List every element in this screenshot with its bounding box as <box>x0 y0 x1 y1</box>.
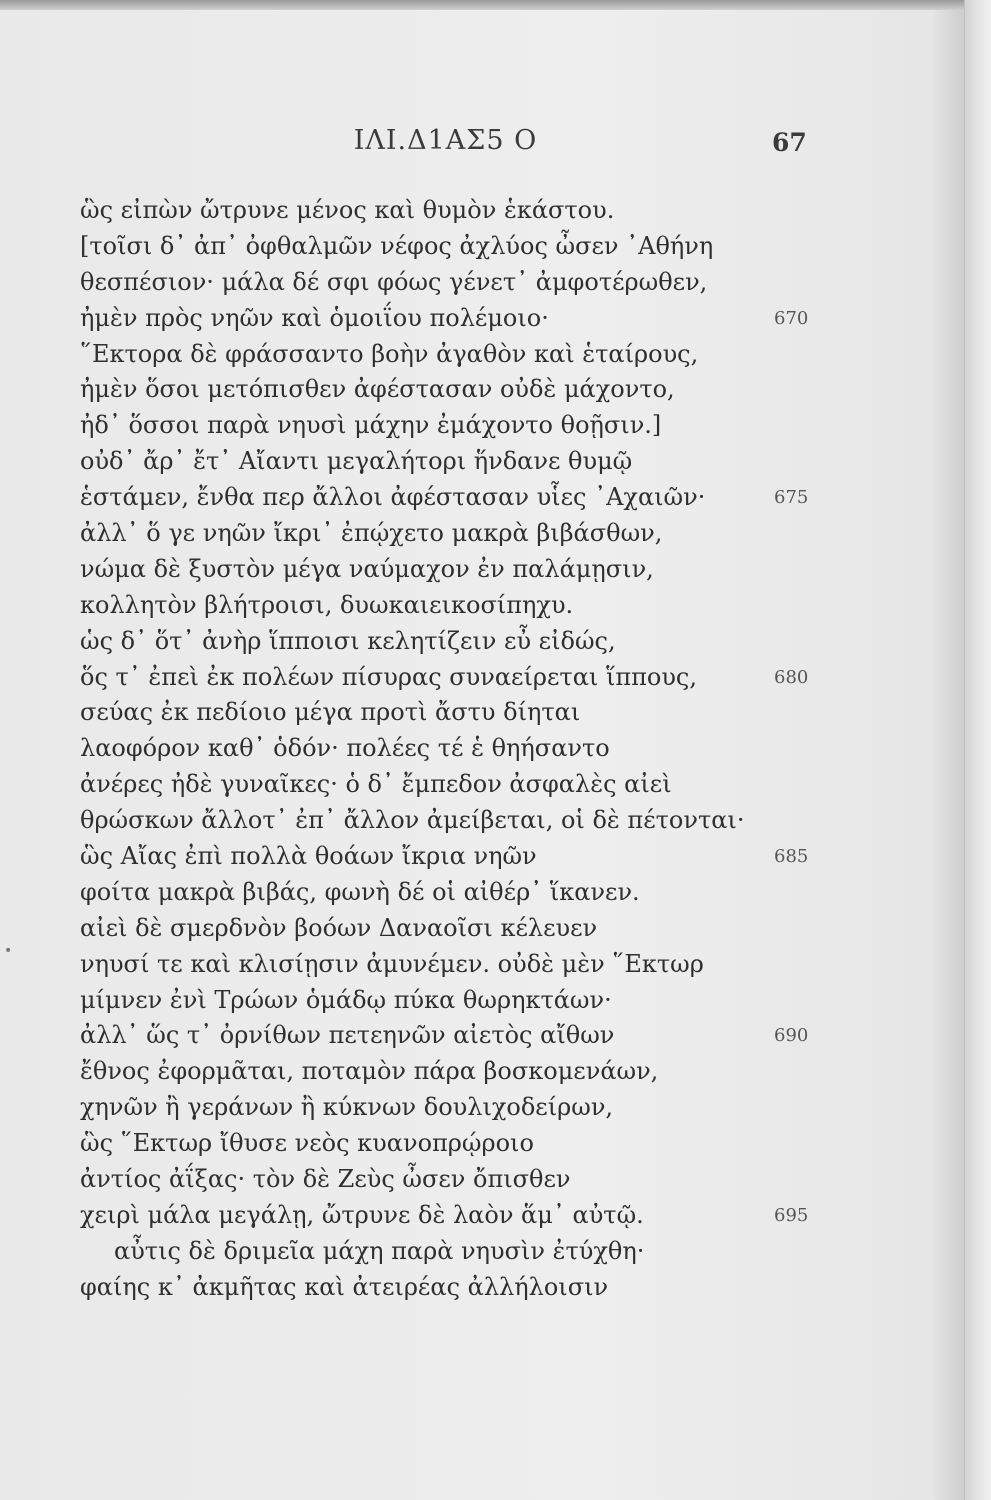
verse-line <box>80 588 840 624</box>
verse-text: αἰεὶ δὲ σμερδνὸν βοόων Δαναοῖσι κέλευεν <box>80 913 598 942</box>
verse-line <box>80 875 840 911</box>
verse-line <box>80 337 840 373</box>
verse-line <box>80 767 840 803</box>
line-number: 680 <box>774 666 809 688</box>
verse-text: φοίτα μακρὰ βιβάς, φωνὴ δέ οἱ αἰθέρ᾽ ἵκανεν. <box>80 877 640 906</box>
running-head: ΙΛΙ.Δ1ΑΣ5 Ο <box>353 125 538 156</box>
verse-text: σεύας ἐκ πεδίοιο μέγα προτὶ ἄστυ δίηται <box>80 698 581 727</box>
verse-text: κολλητὸν βλήτροισι, δυωκαιεικοσίπηχυ. <box>80 590 574 619</box>
verse-text: νώμα δὲ ξυστὸν μέγα ναύμαχον ἐν παλάμῃσιν, <box>80 554 654 583</box>
verse-text: οὐδ᾽ ἄρ᾽ ἔτ᾽ Αἴαντι μεγαλήτορι ἥνδανε θυμῷ <box>80 447 633 476</box>
verse-text: ἀντίος ἀΐξας· τὸν δὲ Ζεὺς ὦσεν ὄπισθεν <box>80 1165 571 1194</box>
verse-line <box>80 660 840 696</box>
verse-line <box>80 1162 840 1198</box>
verse-text: μίμνεν ἐνὶ Τρώων ὁμάδῳ πύκα θωρηκτάων· <box>80 985 612 1014</box>
verse-text: χηνῶν ἢ γεράνων ἢ κύκνων δουλιχοδείρων, <box>80 1093 614 1122</box>
verse-line <box>80 372 840 408</box>
verse-text: χειρὶ μάλα μεγάλῃ, ὤτρυνε δὲ λαὸν ἅμ᾽ αὐτῷ. <box>80 1200 644 1229</box>
verse-text: ὡς δ᾽ ὅτ᾽ ἀνὴρ ἵπποισι κελητίζειν εὖ εἰδώς, <box>80 626 616 655</box>
verse-text: φαίης κ᾽ ἀκμῆτας καὶ ἀτειρέας ἀλλήλοισιν <box>80 1272 609 1301</box>
verse-line <box>80 1234 840 1270</box>
verse-text: ὣς ῞Εκτωρ ἴθυσε νεὸς κυανοπρῴροιο <box>80 1129 534 1158</box>
verse-line <box>80 480 840 516</box>
verse-line <box>80 983 840 1019</box>
verse-line <box>80 408 840 444</box>
page-top-edge <box>0 0 991 10</box>
verse-line <box>80 516 840 552</box>
verse-text: λαοφόρον καθ᾽ ὁδόν· πολέες τέ ἑ θηήσαντο <box>80 734 610 763</box>
verse-text: ὣς εἰπὼν ὤτρυνε μένος καὶ θυμὸν ἑκάστου. <box>80 196 615 224</box>
line-number: 675 <box>774 487 809 509</box>
verse-line <box>80 552 840 588</box>
verse-line <box>80 444 840 480</box>
verse-line <box>80 229 840 265</box>
line-number: 685 <box>774 846 809 868</box>
verse-text: νηυσί τε καὶ κλισίῃσιν ἀμυνέμεν. οὐδὲ μὲν ῞Εκτωρ <box>80 949 704 978</box>
verse-line <box>80 695 840 731</box>
verse-text: ῞Εκτορα δὲ φράσσαντο βοὴν ἀγαθὸν καὶ ἑταίρους, <box>80 339 699 368</box>
verse-line <box>80 1054 840 1090</box>
verse-line <box>80 624 840 660</box>
verse-text: ἔθνος ἐφορμᾶται, ποταμὸν πάρα βοσκομενάων, <box>80 1057 659 1086</box>
verse-line <box>80 1090 840 1126</box>
verse-line <box>80 911 840 947</box>
verse-text: θρώσκων ἄλλοτ᾽ ἐπ᾽ ἄλλον ἀμείβεται, οἱ δὲ πέτονται· <box>80 806 745 835</box>
verse-line <box>80 839 840 875</box>
verse-text: ἀλλ᾽ ὅ γε νηῶν ἴκρι᾽ ἐπῴχετο μακρὰ βιβάσθων, <box>80 519 663 548</box>
verse-text: ἑστάμεν, ἔνθα περ ἄλλοι ἀφέστασαν υἷες ᾿Αχαιῶν· <box>80 483 706 512</box>
page-number: 67 <box>772 128 807 157</box>
margin-mark: • <box>4 943 13 959</box>
verse-text: [τοῖσι δ᾽ ἀπ᾽ ὀφθαλμῶν νέφος ἀχλύος ὦσεν ᾿Αθήνη <box>80 231 714 260</box>
verse-line <box>80 803 840 839</box>
verse-line <box>80 193 840 229</box>
verse-line <box>80 731 840 767</box>
verse-text: ἀλλ᾽ ὥς τ᾽ ὀρνίθων πετεηνῶν αἰετὸς αἴθων <box>80 1021 615 1050</box>
verse-line <box>80 1198 840 1234</box>
verse-line <box>80 1270 840 1306</box>
verse-line <box>80 1018 840 1054</box>
verse-line <box>80 265 840 301</box>
verse-text: ὅς τ᾽ ἐπεὶ ἐκ πολέων πίσυρας συναείρεται ἵππους, <box>80 662 698 691</box>
verse-text: ἠμὲν ὅσοι μετόπισθεν ἀφέστασαν οὐδὲ μάχοντο, <box>80 375 675 404</box>
line-number: 690 <box>774 1025 809 1047</box>
verse-text: ἠδ᾽ ὅσσοι παρὰ νηυσὶ μάχην ἐμάχοντο θοῇσιν.] <box>80 411 662 440</box>
line-number: 670 <box>774 307 809 329</box>
verse-line <box>80 301 840 337</box>
verse-text: ἠμὲν πρὸς νηῶν καὶ ὁμοιΐου πολέμοιο· <box>80 303 549 332</box>
verse-line <box>80 1126 840 1162</box>
verse-text: θεσπέσιον· μάλα δέ σφι φόως γένετ᾽ ἀμφοτέρωθεν, <box>80 267 708 296</box>
verse-block <box>80 193 840 1306</box>
verse-text: αὖτις δὲ δριμεῖα μάχη παρὰ νηυσὶν ἐτύχθη· <box>114 1236 645 1265</box>
verse-text: ὣς Αἴας ἐπὶ πολλὰ θοάων ἴκρια νηῶν <box>80 842 537 871</box>
page-right-edge <box>964 0 991 1500</box>
line-number: 695 <box>774 1204 809 1226</box>
verse-line <box>80 947 840 983</box>
verse-text: ἀνέρες ἠδὲ γυναῖκες· ὁ δ᾽ ἔμπεδον ἀσφαλὲς αἰεὶ <box>80 770 672 799</box>
